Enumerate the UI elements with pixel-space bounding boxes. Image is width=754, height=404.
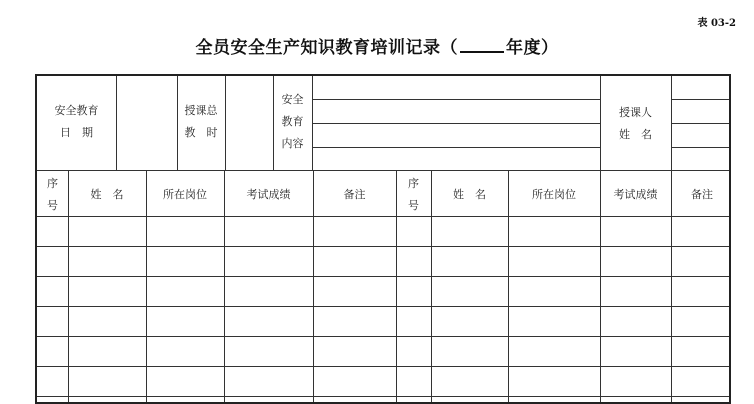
table-cell[interactable]: [509, 337, 599, 365]
table-cell[interactable]: [672, 277, 731, 305]
table-cell[interactable]: [69, 337, 145, 365]
total-hours-label-line1: 授课总: [184, 104, 218, 117]
col-header-name-right: 姓 名: [453, 188, 486, 201]
table-cell[interactable]: [38, 217, 67, 245]
col-header-seq-line1: 序: [47, 177, 58, 190]
table-cell[interactable]: [147, 217, 223, 245]
col-header-post-right: 所在岗位: [532, 188, 576, 201]
table-cell[interactable]: [672, 247, 731, 275]
lecturer-ruled-line: [671, 99, 731, 100]
table-cell[interactable]: [601, 337, 670, 365]
content-ruled-line: [312, 99, 600, 100]
table-cell[interactable]: [509, 277, 599, 305]
table-cell[interactable]: [314, 367, 395, 395]
table-cell[interactable]: [601, 307, 670, 335]
edu-content-label: [273, 89, 312, 155]
table-cell[interactable]: [147, 277, 223, 305]
table-cell[interactable]: [397, 337, 430, 365]
title-suffix: 年度）: [506, 38, 559, 58]
edu-content-label-line3: 内容: [281, 137, 304, 150]
table-cell[interactable]: [397, 307, 430, 335]
table-cell[interactable]: [69, 217, 145, 245]
divider: [116, 76, 117, 170]
col-header-post-left: 所在岗位: [163, 188, 207, 201]
table-cell[interactable]: [38, 337, 67, 365]
table-cell[interactable]: [38, 367, 67, 395]
table-cell[interactable]: [509, 367, 599, 395]
col-header-seq-line2: 号: [408, 199, 419, 212]
content-ruled-line: [312, 147, 600, 148]
edu-date-label-line1: 安全教育: [54, 104, 99, 117]
table-cell[interactable]: [397, 277, 430, 305]
table-cell[interactable]: [509, 247, 599, 275]
table-cell[interactable]: [225, 277, 312, 305]
table-cell[interactable]: [432, 307, 507, 335]
table-cell[interactable]: [225, 247, 312, 275]
table-cell[interactable]: [432, 337, 507, 365]
edu-date-label: [37, 100, 116, 144]
table-cell[interactable]: [314, 247, 395, 275]
col-header-remark-left: 备注: [343, 188, 366, 201]
table-cell[interactable]: [432, 247, 507, 275]
total-hours-label: [177, 100, 225, 144]
table-cell[interactable]: [147, 337, 223, 365]
table-cell[interactable]: [397, 217, 430, 245]
training-record-table: [35, 74, 731, 404]
table-cell[interactable]: [672, 217, 731, 245]
table-cell[interactable]: [147, 367, 223, 395]
col-header-seq-line1: 序: [408, 177, 419, 190]
edu-content-label-line2: 教育: [281, 115, 304, 128]
page-title: [0, 33, 754, 58]
divider: [177, 76, 178, 170]
table-cell[interactable]: [69, 307, 145, 335]
col-header-name-left: 姓 名: [90, 188, 124, 201]
table-cell[interactable]: [225, 307, 312, 335]
table-cell[interactable]: [397, 247, 430, 275]
table-cell[interactable]: [314, 307, 395, 335]
form-code: 表 03-2: [697, 18, 736, 29]
col-header-seq-line2: 号: [47, 199, 58, 212]
edu-content-label-line1: 安全: [281, 93, 304, 106]
year-blank-field[interactable]: [460, 37, 504, 53]
edu-date-label-line2: 日 期: [60, 126, 93, 139]
table-cell[interactable]: [314, 217, 395, 245]
col-header-seq-right: [396, 173, 431, 217]
total-hours-value[interactable]: [225, 78, 273, 168]
table-cell[interactable]: [672, 367, 731, 395]
table-cell[interactable]: [601, 367, 670, 395]
divider: [37, 170, 731, 171]
table-cell[interactable]: [225, 367, 312, 395]
table-cell[interactable]: [432, 217, 507, 245]
table-cell[interactable]: [38, 247, 67, 275]
divider: [273, 76, 274, 170]
divider: [225, 76, 226, 170]
divider: [600, 76, 601, 170]
content-ruled-line: [312, 123, 600, 124]
table-cell[interactable]: [601, 247, 670, 275]
table-cell[interactable]: [69, 277, 145, 305]
table-cell[interactable]: [314, 277, 395, 305]
table-cell[interactable]: [314, 337, 395, 365]
table-cell[interactable]: [38, 307, 67, 335]
lecturer-ruled-line: [671, 123, 731, 124]
table-cell[interactable]: [69, 367, 145, 395]
lecturer-ruled-line: [671, 147, 731, 148]
lecturer-name-label-line2: 姓 名: [619, 128, 652, 141]
total-hours-label-line2: 教 时: [184, 126, 218, 139]
table-cell[interactable]: [397, 367, 430, 395]
table-cell[interactable]: [672, 307, 731, 335]
table-cell[interactable]: [601, 277, 670, 305]
table-cell[interactable]: [601, 217, 670, 245]
table-cell[interactable]: [38, 277, 67, 305]
lecturer-name-label: [600, 102, 671, 146]
table-cell[interactable]: [432, 367, 507, 395]
col-header-score-left: 考试成绩: [246, 188, 291, 201]
divider: [37, 396, 731, 397]
col-header-seq-left: [37, 173, 68, 217]
title-prefix: 全员安全生产知识教育培训记录（: [195, 38, 458, 58]
col-header-score-right: 考试成绩: [613, 188, 658, 201]
table-cell[interactable]: [225, 217, 312, 245]
edu-date-value[interactable]: [116, 78, 177, 168]
table-cell[interactable]: [69, 247, 145, 275]
table-cell[interactable]: [509, 217, 599, 245]
table-cell[interactable]: [225, 337, 312, 365]
table-cell[interactable]: [672, 337, 731, 365]
table-cell[interactable]: [509, 307, 599, 335]
lecturer-name-label-line1: 授课人: [619, 106, 652, 119]
col-header-remark-right: 备注: [691, 188, 713, 201]
table-cell[interactable]: [147, 247, 223, 275]
table-cell[interactable]: [432, 277, 507, 305]
table-cell[interactable]: [147, 307, 223, 335]
